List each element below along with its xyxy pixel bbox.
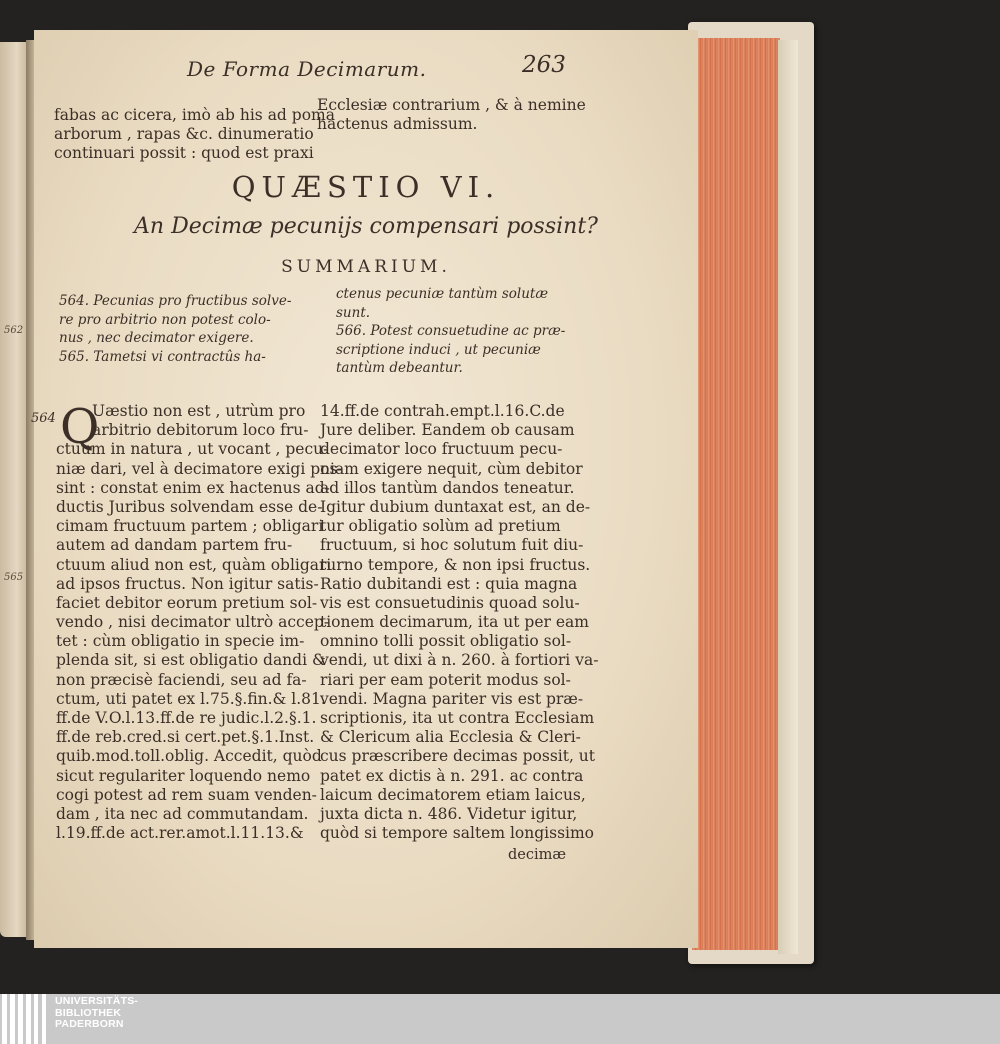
- body-line: quòd si tempore saltem longissimo: [320, 824, 595, 843]
- text-line: fabas ac cicera, imò ab his ad poma: [54, 106, 335, 124]
- question-title: An Decimæ pecunijs compensari possint?: [134, 214, 598, 239]
- body-line: vendi, ut dixi à n. 260. à fortiori va-: [320, 651, 599, 670]
- body-line: omnino tolli possit obligatio sol-: [320, 632, 572, 651]
- logo-line: BIBLIOTHEK: [55, 1006, 122, 1019]
- body-line: Jure deliber. Eandem ob causam: [320, 421, 575, 440]
- left-page-edge: [0, 42, 28, 937]
- library-logo-text: [55, 996, 138, 1031]
- body-line: ductis Juribus solvendam esse de-: [56, 497, 323, 516]
- body-line: cimam fructuum partem ; obligari: [56, 517, 324, 536]
- summary-line: scriptione induci , ut pecuniæ: [336, 341, 541, 358]
- body-line: autem ad dandam partem fru-: [56, 536, 293, 555]
- body-line: laicum decimatorem etiam laicus,: [320, 785, 586, 804]
- cover-board: [778, 40, 798, 954]
- summary-line: nus , nec decimator exigere.: [59, 330, 254, 346]
- body-line: riari per eam poterit modus sol-: [320, 670, 571, 689]
- body-line: cus præscribere decimas possit, ut: [320, 747, 596, 766]
- summary-line: 564. Pecunias pro fructibus solve-: [59, 293, 292, 309]
- body-line: tionem decimarum, ita ut per eam: [320, 613, 589, 632]
- body-line: decimator loco fructuum pecu-: [320, 440, 563, 459]
- summary-right-column: [336, 285, 565, 378]
- body-line: & Clericum alia Ecclesia & Cleri-: [320, 728, 581, 747]
- summary-line: tantùm debeantur.: [336, 360, 463, 376]
- summary-line: 565. Tametsi vi contractûs ha-: [59, 348, 266, 365]
- body-line: fructuum, si hoc solutum fuit diu-: [320, 536, 584, 555]
- text-line: hactenus admissum.: [317, 115, 478, 134]
- body-line: faciet debitor eorum pretium sol-: [56, 593, 318, 612]
- body-line: Uæstio non est , utrùm pro: [92, 402, 306, 420]
- body-line: vis est consuetudinis quoad solu-: [320, 593, 580, 612]
- body-line: ctuum aliud non est, quàm obligari: [56, 555, 332, 574]
- body-line: ctuum in natura , ut vocant , pecu-: [56, 440, 329, 459]
- body-line: tet : cùm obligatio in specie im-: [56, 632, 305, 651]
- body-line: 14.ff.de contrah.empt.l.16.C.de: [320, 402, 565, 420]
- body-line: Ratio dubitandi est : quia magna: [320, 574, 578, 593]
- summary-line: re pro arbitrio non potest colo-: [59, 311, 271, 328]
- body-line: cogi potest ad rem suam venden-: [56, 785, 317, 804]
- summary-line: ctenus pecuniæ tantùm solutæ: [336, 286, 549, 302]
- body-line: arbitrio debitorum loco fru-: [92, 421, 309, 440]
- body-line: ff.de reb.cred.si cert.pet.§.1.Inst.: [56, 728, 315, 747]
- catchword: decimæ: [508, 847, 566, 863]
- body-line: ad illos tantùm dandos teneatur.: [320, 478, 575, 497]
- body-line: ad ipsos fructus. Non igitur satis-: [56, 574, 319, 593]
- page-number: 263: [522, 52, 566, 78]
- margin-number: 564: [31, 411, 56, 426]
- body-line: Igitur dubium duntaxat est, an de-: [320, 497, 591, 516]
- left-margin-number: 565: [4, 572, 24, 583]
- body-line: l.19.ff.de act.rer.amot.l.11.13.&: [56, 824, 304, 843]
- page: [31, 30, 698, 948]
- body-line: vendo , nisi decimator ultrò accep-: [56, 613, 330, 632]
- logo-line: UNIVERSITÄTS-: [55, 995, 139, 1007]
- body-right-column: [320, 402, 598, 843]
- body-line: patet ex dictis à n. 291. ac contra: [320, 766, 584, 785]
- body-line: plenda sit, si est obligatio dandi &: [56, 651, 326, 670]
- footer-bar: [0, 994, 1000, 1044]
- left-margin-number: 562: [4, 325, 24, 336]
- body-line: sint : constat enim ex hactenus ad-: [56, 478, 330, 497]
- red-page-edges: [692, 38, 780, 950]
- body-line: ff.de V.O.l.13.ff.de re judic.l.2.§.1.: [56, 709, 317, 727]
- summary-line: sunt.: [336, 304, 371, 321]
- body-line: dam , ita nec ad commutandam.: [56, 804, 309, 823]
- body-line: juxta dicta n. 486. Videtur igitur,: [320, 804, 578, 823]
- summarium-heading: SUMMARIUM.: [281, 257, 451, 277]
- body-left-column: [56, 399, 343, 843]
- body-line: sicut regulariter loquendo nemo: [56, 766, 311, 785]
- body-line: quib.mod.toll.oblig. Accedit, quòd: [56, 747, 322, 766]
- library-logo-icon: [0, 994, 52, 1044]
- text-line: continuari possit : quod est praxi: [54, 144, 314, 163]
- body-line: vendi. Magna pariter vis est præ-: [320, 689, 584, 708]
- body-line: tur obligatio solùm ad pretium: [320, 517, 561, 536]
- body-line: niam exigere nequit, cùm debitor: [320, 459, 583, 478]
- text-line: Ecclesiæ contrarium , & à nemine: [317, 96, 586, 114]
- continuation-right-column: [317, 96, 586, 134]
- continuation-left-column: [54, 106, 335, 164]
- drop-capital: Q: [60, 399, 100, 455]
- quaestio-heading: QUÆSTIO VI.: [231, 170, 501, 204]
- text-line: arborum , rapas &c. dinumeratio: [54, 125, 314, 144]
- logo-line: PADERBORN: [55, 1018, 124, 1030]
- body-line: ctum, uti patet ex l.75.§.fin.& l.81.: [56, 689, 326, 708]
- body-line: niæ dari, vel à decimatore exigi pos-: [56, 459, 343, 478]
- body-line: non præcisè faciendi, seu ad fa-: [56, 670, 307, 689]
- body-line: scriptionis, ita ut contra Ecclesiam: [320, 709, 595, 727]
- running-head: De Forma Decimarum.: [187, 57, 427, 81]
- summary-left-column: [59, 292, 291, 366]
- summary-line: 566. Potest consuetudine ac præ-: [336, 323, 566, 339]
- body-line: turno tempore, & non ipsi fructus.: [320, 555, 591, 574]
